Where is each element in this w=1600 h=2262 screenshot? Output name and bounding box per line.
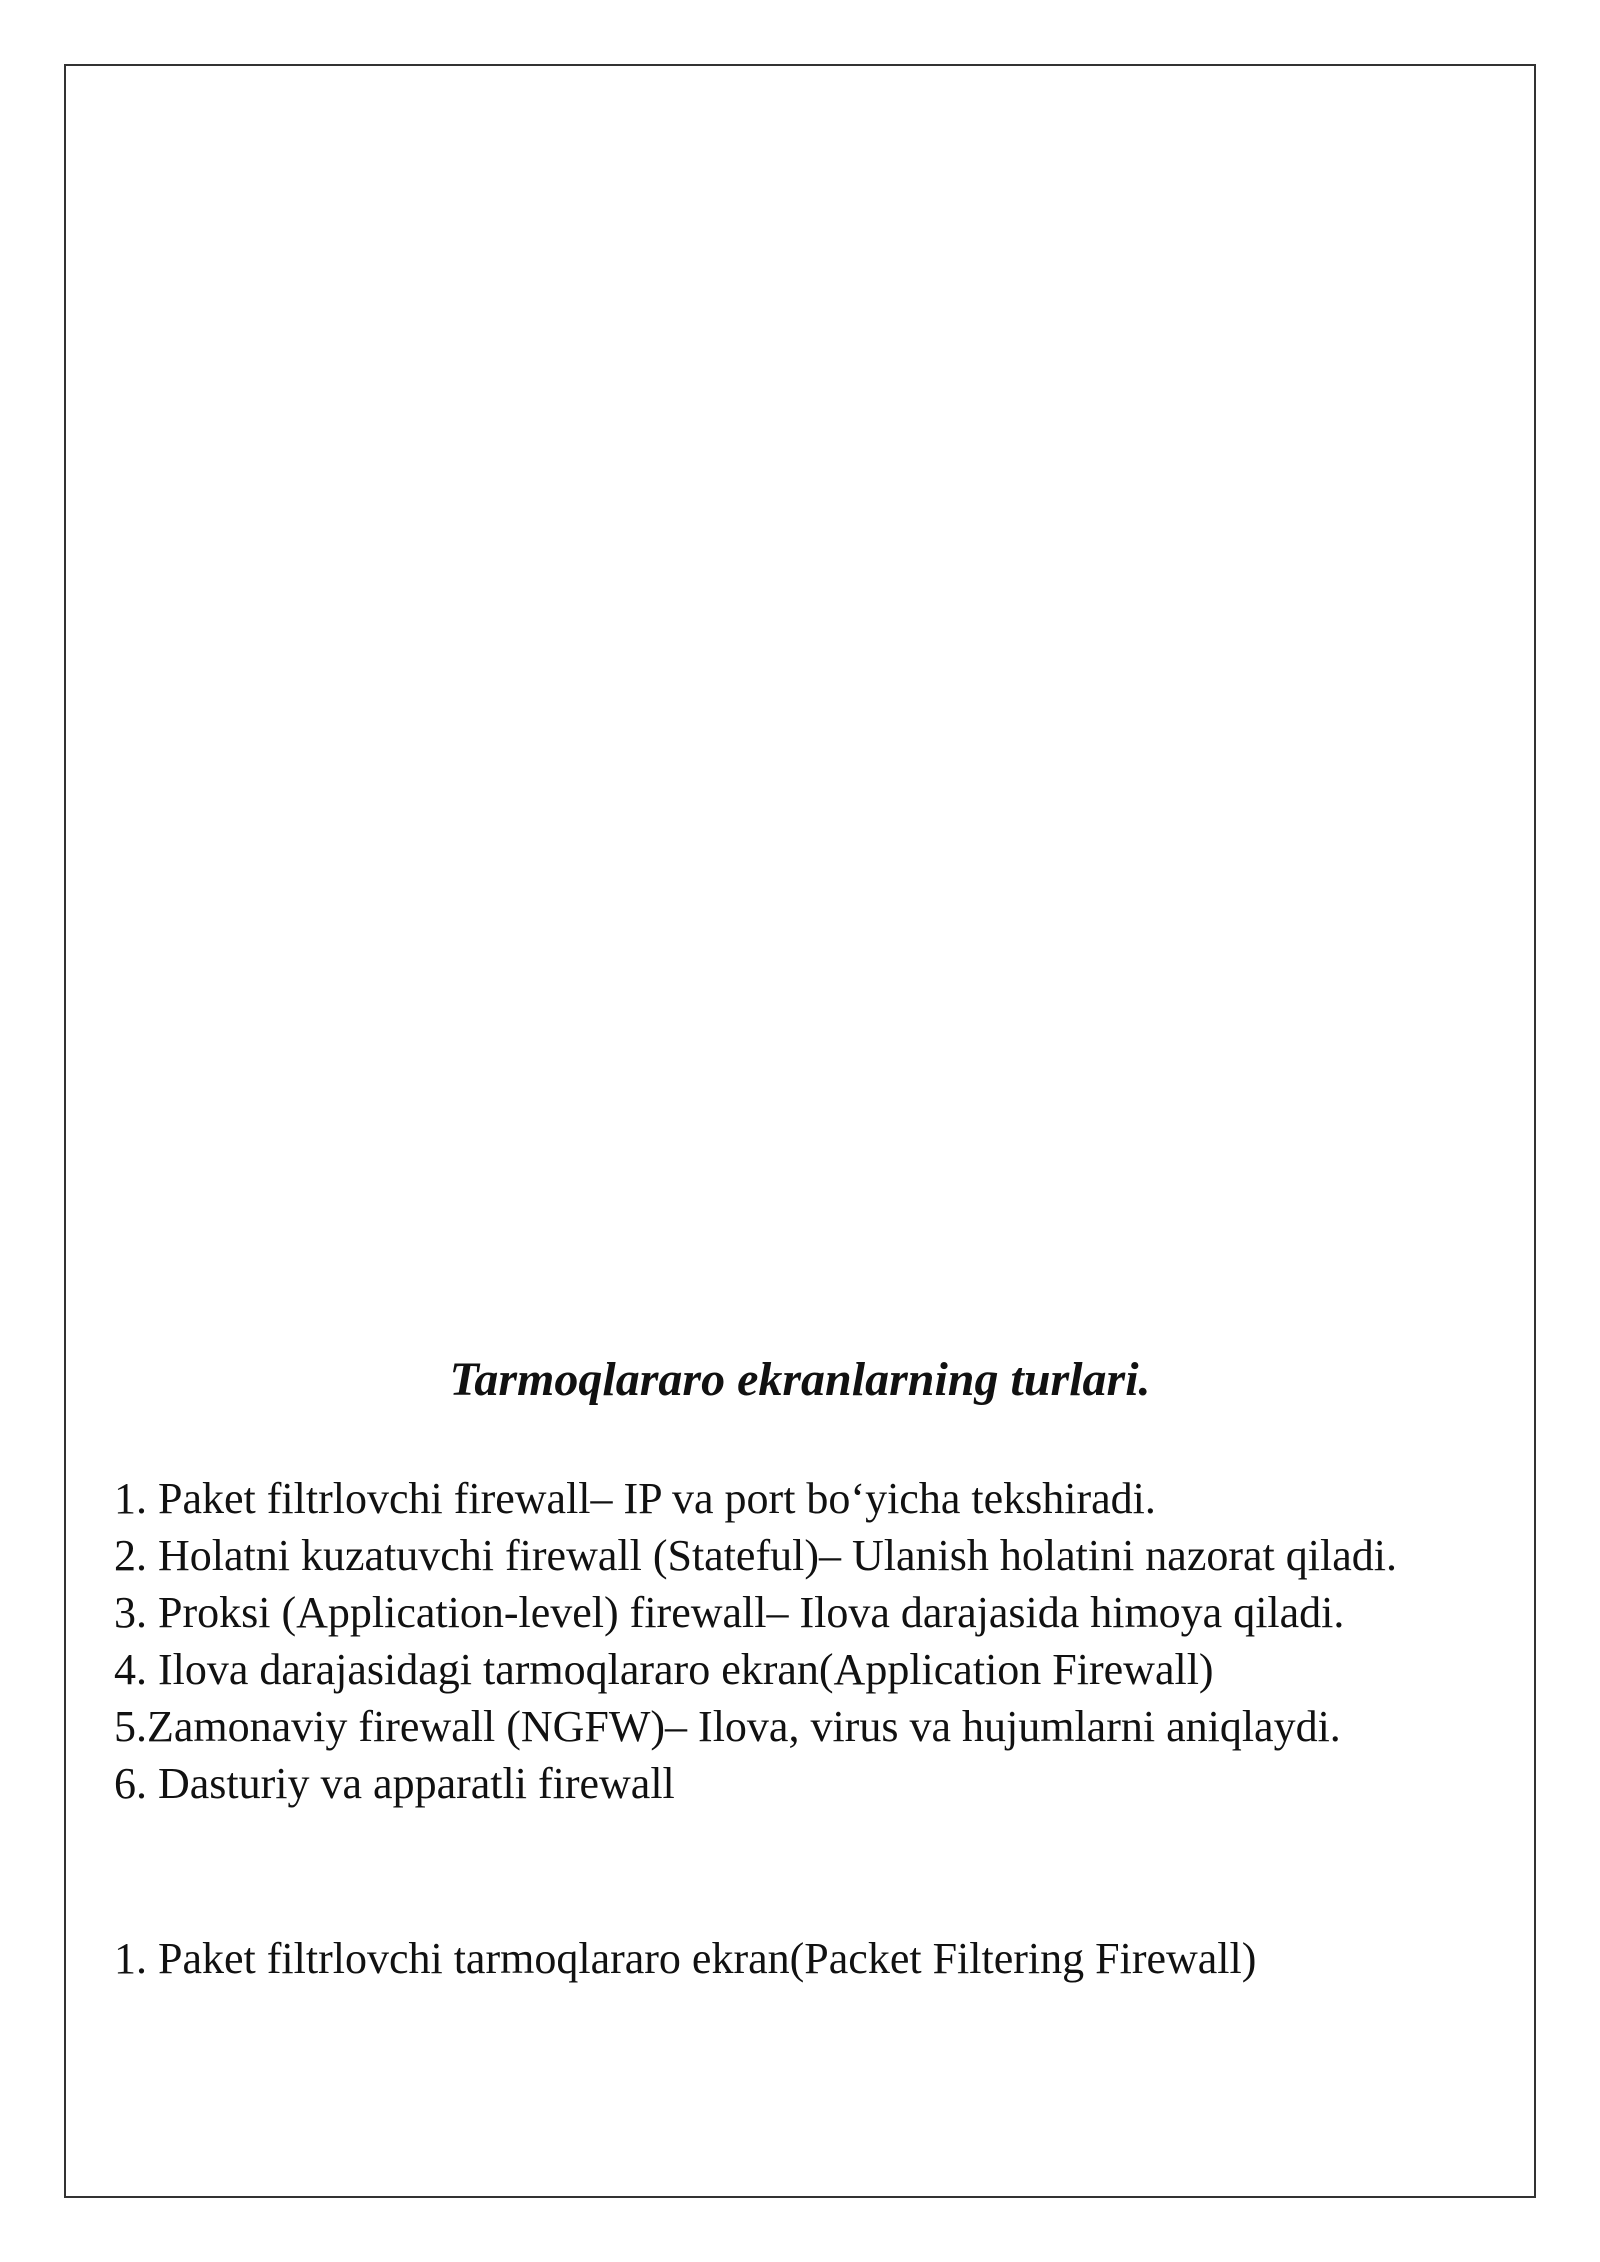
list-item: 5.Zamonaviy firewall (NGFW)– Ilova, virus va hujumlarni aniqlaydi. — [114, 1702, 1341, 1751]
list-item: 6. Dasturiy va apparatli firewall — [114, 1759, 675, 1808]
list-item: 2. Holatni kuzatuvchi firewall (Stateful)– Ulanish holatini nazorat qiladi. — [114, 1531, 1397, 1580]
document-title: Tarmoqlararo ekranlarning turlari. — [449, 1353, 1151, 1406]
list-item: 3. Proksi (Application-level) firewall– Ilova darajasida himoya qiladi. — [114, 1588, 1345, 1637]
list-item: 4. Ilova darajasidagi tarmoqlararo ekran(Application Firewall) — [114, 1645, 1214, 1694]
firewall-types-list — [114, 1470, 1494, 1812]
section-heading: 1. Paket filtrlovchi tarmoqlararo ekran(Packet Filtering Firewall) — [114, 1934, 1257, 1983]
list-item: 1. Paket filtrlovchi firewall– IP va port bo‘yicha tekshiradi. — [114, 1474, 1156, 1523]
page-border — [64, 64, 1536, 2198]
